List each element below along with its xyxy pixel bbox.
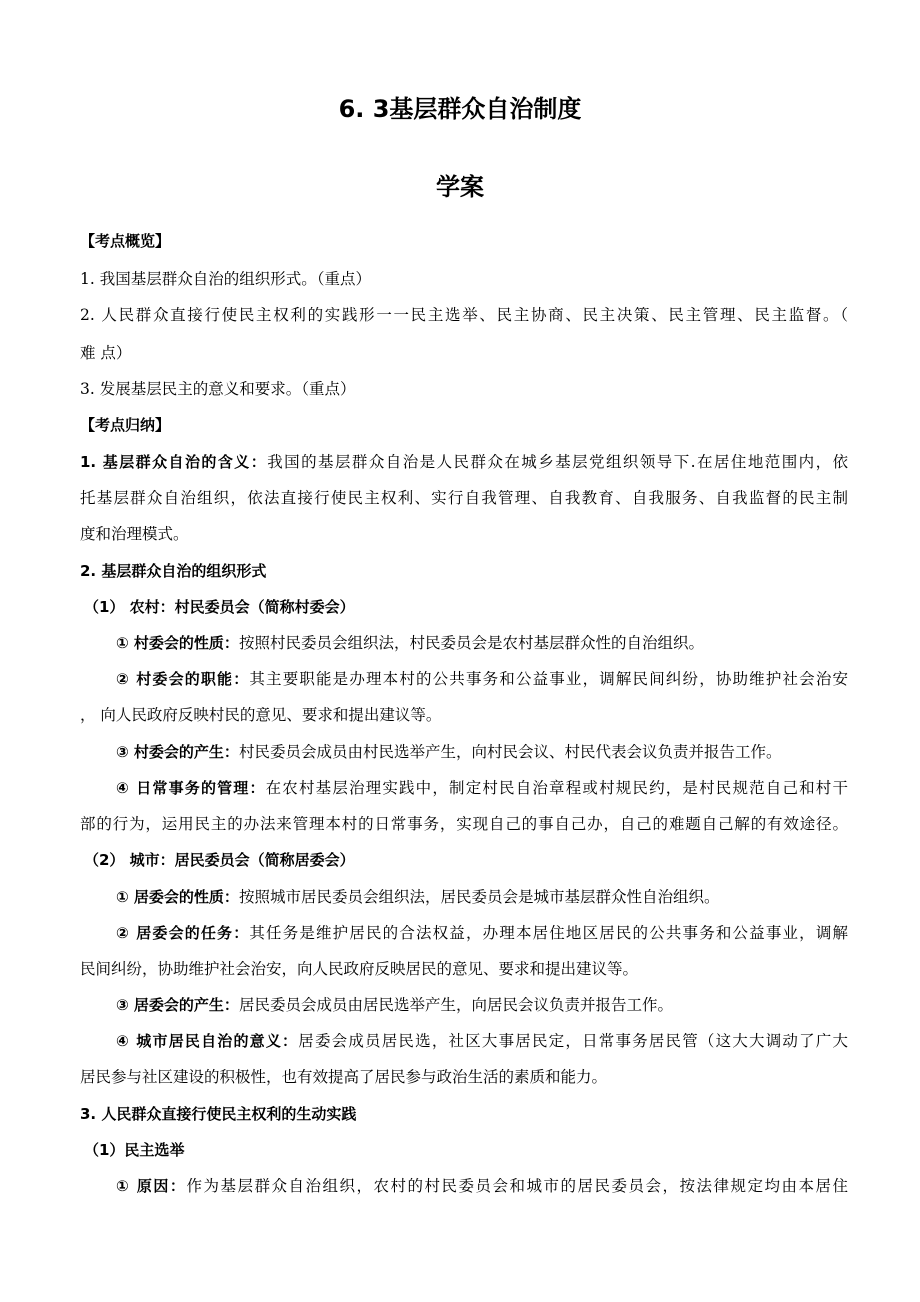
rural-p2-text: 其主要职能是办理本村的公共事务和公益事业，调解民间纠纷，协助维护社会治安 xyxy=(249,670,848,688)
overview-item-2-cont: 难 点） xyxy=(80,344,132,362)
rural-p2-label: ② 村委会的职能： xyxy=(116,670,250,688)
rural-p3-label: ③ 村委会的产生： xyxy=(116,743,239,761)
rural-p4 xyxy=(116,777,848,799)
urban-p4 xyxy=(116,1030,848,1052)
s3-heading: 3. 人民群众直接行使民主权利的生动实践 xyxy=(80,1105,357,1123)
urban-p1 xyxy=(116,886,848,908)
overview-item-3: 3. 发展基层民主的意义和要求。（重点） xyxy=(80,380,356,398)
s3-p1-text: 作为基层群众自治组织，农村的村民委员会和城市的居民委员会，按法律规定均由本居住 xyxy=(186,1177,848,1195)
s1-text-1: 我国的基层群众自治是人民群众在城乡基层党组织领导下.在居住地范围内，依 xyxy=(267,453,849,471)
s2-heading: 2. 基层群众自治的组织形式 xyxy=(80,562,267,580)
overview-heading: 【考点概览】 xyxy=(80,232,171,250)
urban-p1-label: ① 居委会的性质： xyxy=(116,888,239,906)
rural-p1-text: 按照村民委员会组织法，村民委员会是农村基层群众性的自治组织。 xyxy=(238,634,704,652)
urban-p2-label: ② 居委会的任务： xyxy=(116,924,250,942)
s3-p1-label: ① 原因： xyxy=(116,1177,187,1195)
rural-p2 xyxy=(116,668,848,690)
urban-heading: （2） 城市：居民委员会（简称居委会） xyxy=(84,851,355,869)
s1-label: 1. 基层群众自治的含义： xyxy=(80,453,268,471)
urban-p1-text: 按照城市居民委员会组织法，居民委员会是城市基层群众性自治组织。 xyxy=(238,888,720,906)
summary-heading: 【考点归纳】 xyxy=(80,416,171,434)
rural-p1-label: ① 村委会的性质： xyxy=(116,634,239,652)
rural-p3-text: 村民委员会成员由村民选举产生，向村民会议、村民代表会议负责并报告工作。 xyxy=(238,743,782,761)
urban-p3-text: 居民委员会成员由居民选举产生，向居民会议负责并报告工作。 xyxy=(238,996,673,1014)
s1-line-1 xyxy=(80,451,848,473)
urban-p3-label: ③ 居委会的产生： xyxy=(116,996,239,1014)
urban-p3 xyxy=(116,994,848,1016)
document-title: 6. 3基层群众自治制度 xyxy=(338,95,582,123)
rural-p2-cont: ， 向人民政府反映村民的意见、要求和提出建议等。 xyxy=(80,706,442,724)
s1-line-2: 托基层群众自治组织，依法直接行使民主权利、实行自我管理、自我教育、自我服务、自我监督的民主制 xyxy=(80,489,848,507)
urban-p4-label: ④ 城市居民自治的意义： xyxy=(116,1032,299,1050)
urban-p4-text: 居委会成员居民选，社区大事居民定，日常事务居民管（这大大调动了广大 xyxy=(298,1032,848,1050)
rural-p4-cont: 部的行为，运用民主的办法来管理本村的日常事务，实现自己的事自己办，自己的难题自己解的有效途径。 xyxy=(80,815,848,833)
urban-p2-text: 其任务是维护居民的合法权益，办理本居住地区居民的公共事务和公益事业，调解 xyxy=(249,924,848,942)
rural-p4-label: ④ 日常事务的管理： xyxy=(116,779,266,797)
s3-p1 xyxy=(116,1175,848,1197)
rural-p1 xyxy=(116,632,848,654)
rural-heading: （1） 农村：村民委员会（简称村委会） xyxy=(84,598,355,616)
overview-item-1: 1. 我国基层群众自治的组织形式。（重点） xyxy=(80,270,371,288)
s1-line-3: 度和治理模式。 xyxy=(80,525,189,543)
rural-p4-text: 在农村基层治理实践中，制定村民自治章程或村规民约，是村民规范自己和村干 xyxy=(265,779,848,797)
document-subtitle: 学案 xyxy=(436,173,484,201)
urban-p2-cont: 民间纠纷，协助维护社会治安，向人民政府反映居民的意见、要求和提出建议等。 xyxy=(80,960,639,978)
overview-item-2: 2. 人民群众直接行使民主权利的实践形一一民主选举、民主协商、民主决策、民主管理、民主监督。（ xyxy=(80,306,848,324)
urban-p2 xyxy=(116,922,848,944)
urban-p4-cont: 居民参与社区建设的积极性，也有效提高了居民参与政治生活的素质和能力。 xyxy=(80,1068,608,1086)
rural-p3 xyxy=(116,741,848,763)
s3-sub1-heading: （1）民主选举 xyxy=(84,1141,185,1159)
